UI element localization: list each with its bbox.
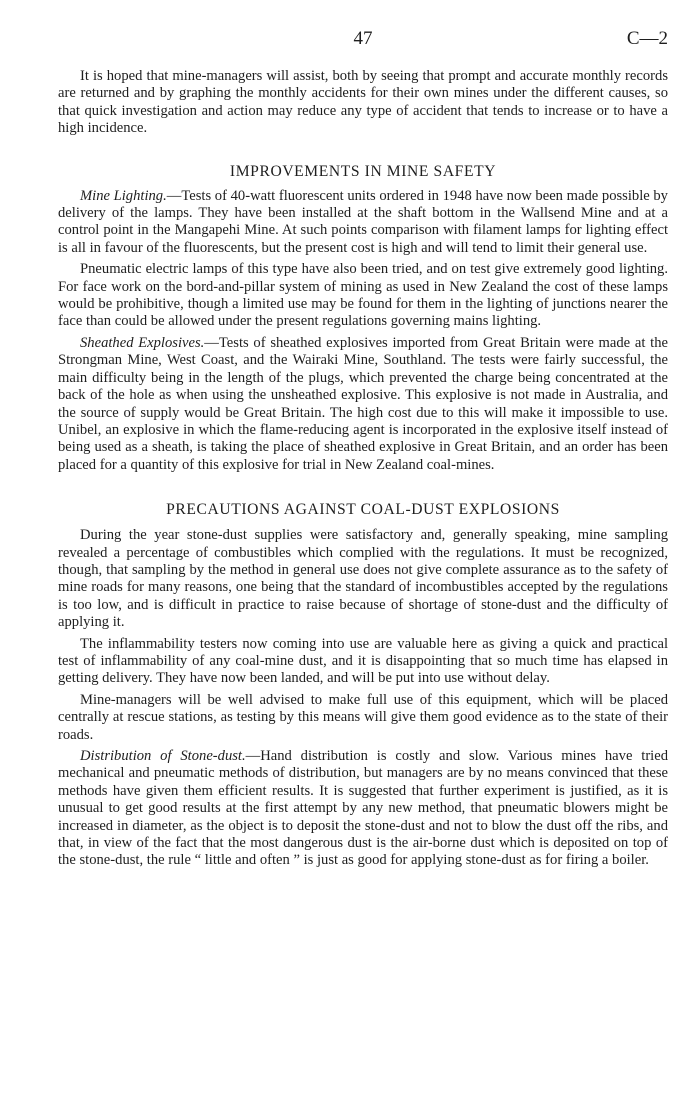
- stone-dust-distribution-text: —Hand distribution is costly and slow. Various mines have tried mechanical and pneumatic methods of distribution, but managers are by no means convinced that these methods have given them efficient results. It is suggested that further experiment is justified, as it is unusual to get good results at the first attempt by any new method, that pneumatic blowers might be increased in diameter, as the object is to deposit the stone-dust and not to blow the dust off the ribs, and that, in view of the fact that the most dangerous dust is the air-borne dust which is deposited on top of the stone-dust, the rule “ little and often ” is just as good for applying stone-dust as for firing a boiler.: [58, 748, 669, 869]
- mine-lighting-lead: Mine Lighting.: [80, 187, 167, 204]
- section-heading-precautions: PRECAUTIONS AGAINST COAL-DUST EXPLOSIONS: [166, 501, 560, 519]
- paper-code: C—2: [626, 28, 668, 49]
- mine-lighting-paragraph: [58, 188, 668, 258]
- stone-dust-distribution-paragraph: [58, 748, 668, 870]
- equipment-use-paragraph: Mine-managers will be well advised to make full use of this equipment, which will be placed centrally at rescue stations, as testing by this means will give them good evidence as to the state of their roads.: [58, 691, 668, 743]
- section-heading-improvements: IMPROVEMENTS IN MINE SAFETY: [229, 162, 497, 180]
- mine-lighting-text: —Tests of 40-watt fluorescent units ordered in 1948 have now been made possible by delivery of the lamps. They have been installed at the shaft bottom in the Wallsend Mine and at a control point in the Mangapehi Mine. At such points comparison with filament lamps for lighting effect is all in favour of the fluorescents, but the present cost is high and will tend to limit their general use.: [58, 187, 668, 256]
- pneumatic-lamps-paragraph: Pneumatic electric lamps of this type have also been tried, and on test give extremely good lighting. For face work on the bord-and-pillar system of mining as used in New Zealand the cost of these lamps would be prohibitive, though a limited use may be found for them in the lighting of junctions nearer the face than could be allowed under the present regulations governing mains lighting.: [58, 261, 668, 330]
- document-page: [58, 28, 668, 870]
- stone-dust-supplies-paragraph: During the year stone-dust supplies were satisfactory and, generally speaking, mine sampling revealed a percentage of combustibles which complied with the regulations. It must be recognized, though, that sampling by the method in general use does not give complete assurance as to the safety of mine roads for many reasons, one being that the standard of incombustibles accepted by the regulations is too low, and is difficult in practice to raise because of shortage of stone-dust and the difficulty of applying it.: [58, 527, 668, 631]
- inflammability-testers-paragraph: The inflammability testers now coming into use are valuable here as giving a quick and practical test of inflammability of any coal-mine dust, and it is disappointing that so much time has elapsed in getting delivery. They have now been landed, and will be put into use without delay.: [58, 635, 668, 687]
- intro-paragraph: It is hoped that mine-managers will assist, both by seeing that prompt and accurate monthly records are returned and by graphing the monthly accidents for their own mines under the different causes, so that quick investigation and action may reduce any type of accident that tends to increase or to have a high incidence.: [58, 68, 668, 137]
- sheathed-explosives-text: —Tests of sheathed explosives imported from Great Britain were made at the Strongman Mine, West Coast, and the Wairaki Mine, Southland. The tests were fairly successful, the main difficulty being in the length of the plugs, which prevented the charge being concentrated at the back of the hole as when using the unsheathed explosive. This explosive is not made in Australia, and the source of supply would be Great Britain. The high cost due to this will make it impossible to use. Unibel, an explosive in which the flame-reducing agent is incorporated in the explosive itself instead of being used as a sheath, is taking the place of sheathed explosive in Great Britain, and an order has been placed for a quantity of this explosive for trial in New Zealand coal-mines.: [58, 334, 668, 473]
- page-header: [58, 28, 668, 56]
- stone-dust-distribution-lead: Distribution of Stone-dust.: [80, 748, 246, 764]
- page-number: 47: [353, 28, 373, 49]
- sheathed-explosives-paragraph: [58, 335, 668, 474]
- sheathed-explosives-lead: Sheathed Explosives.: [80, 334, 205, 351]
